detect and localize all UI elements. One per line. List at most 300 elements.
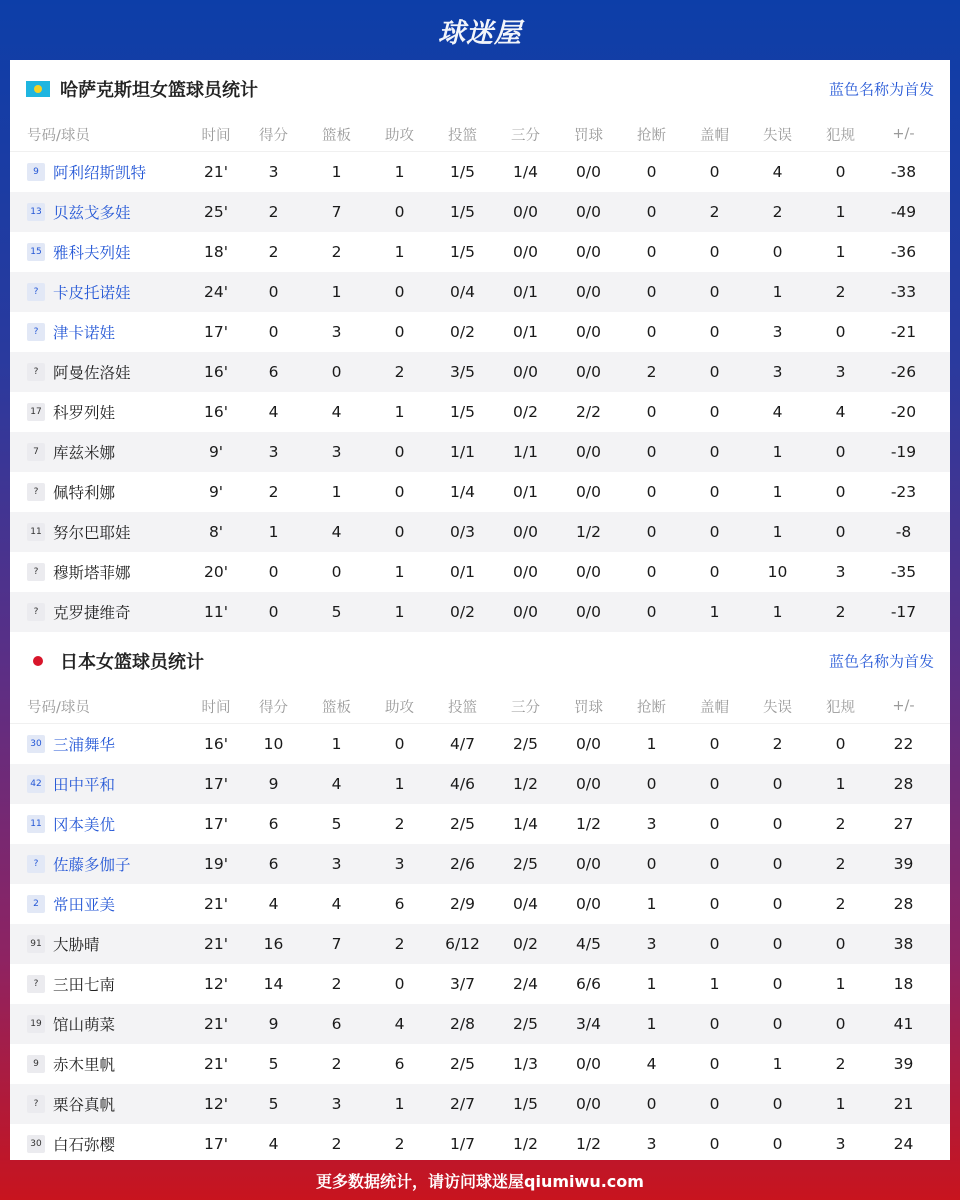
- stat-cell: 2/4: [513, 975, 538, 993]
- player-cell: [10, 1093, 190, 1115]
- stat-cell: 4: [331, 775, 342, 793]
- stat-cell: 0: [709, 1095, 720, 1113]
- japan-flag-icon: [26, 653, 50, 669]
- stat-cell: 8': [208, 523, 224, 541]
- stat-cell: 2: [331, 1135, 342, 1153]
- stat-cell: 1/2: [576, 523, 601, 541]
- table-row: [10, 152, 950, 192]
- stat-cell: 6: [394, 1055, 405, 1073]
- stat-cell: 0: [331, 363, 342, 381]
- stat-cell: -20: [890, 403, 917, 421]
- table-row: [10, 1084, 950, 1124]
- stat-cell: 0: [709, 323, 720, 341]
- team-section: [10, 632, 950, 1164]
- stat-cell: 5: [331, 603, 342, 621]
- stat-cell: 0/1: [513, 323, 538, 341]
- stat-cell: 0: [709, 563, 720, 581]
- stat-cell: 0/4: [513, 895, 538, 913]
- player-cell: [10, 973, 190, 995]
- player-name: 克罗捷维奇: [53, 604, 131, 622]
- stat-cell: 1: [772, 483, 783, 501]
- column-header: 抢断: [637, 699, 666, 716]
- stat-cell: 0/2: [450, 323, 475, 341]
- stat-cell: 9': [208, 483, 224, 501]
- top-bar: [0, 0, 960, 60]
- stat-cell: 0: [709, 243, 720, 261]
- column-header: 得分: [259, 127, 288, 144]
- stat-cell: 0/0: [576, 163, 601, 181]
- stat-cell: 5: [331, 815, 342, 833]
- stat-cell: 0/0: [513, 243, 538, 261]
- stat-cell: 0: [772, 1095, 783, 1113]
- stat-cell: 28: [893, 895, 914, 913]
- stat-cell: 3/5: [450, 363, 475, 381]
- stat-cell: 0/1: [513, 283, 538, 301]
- column-header: 号码/球员: [27, 699, 90, 716]
- stat-cell: 0: [646, 443, 657, 461]
- starter-note: 蓝色名称为首发: [828, 80, 934, 98]
- stat-cell: 2/6: [450, 855, 475, 873]
- stat-cell: 0/2: [513, 403, 538, 421]
- jersey-number: 2: [27, 895, 45, 913]
- stat-cell: 1: [835, 1095, 846, 1113]
- stat-cell: 0: [268, 603, 279, 621]
- player-cell: [10, 281, 190, 303]
- stat-cell: 1: [772, 1055, 783, 1073]
- stat-cell: 3: [835, 1135, 846, 1153]
- stat-cell: 2: [835, 895, 846, 913]
- stat-cell: 3: [331, 855, 342, 873]
- stat-cell: 0/0: [576, 1055, 601, 1073]
- stat-cell: 3: [835, 563, 846, 581]
- table-row: [10, 964, 950, 1004]
- jersey-number: 17: [27, 403, 45, 421]
- stat-cell: 24: [893, 1135, 914, 1153]
- jersey-number: 9: [27, 1055, 45, 1073]
- stat-cell: 1: [331, 163, 342, 181]
- stat-cell: 4: [772, 163, 783, 181]
- stat-cell: 2: [835, 855, 846, 873]
- stat-cell: 1: [394, 563, 405, 581]
- table-row: [10, 432, 950, 472]
- stat-cell: 0: [709, 283, 720, 301]
- player-cell: [10, 161, 190, 183]
- stat-cell: 1/5: [450, 403, 475, 421]
- player-name: 阿利绍斯凯特: [53, 164, 147, 182]
- team-header: [10, 632, 950, 689]
- teams-container: [10, 60, 950, 1164]
- stat-cell: 24': [204, 283, 228, 301]
- stat-cell: 0/0: [576, 483, 601, 501]
- column-header: 投篮: [448, 127, 477, 144]
- stat-cell: -23: [890, 483, 917, 501]
- jersey-number: 15: [27, 243, 45, 261]
- table-row: [10, 1044, 950, 1084]
- player-name: 雅科夫列娃: [53, 244, 131, 262]
- stat-cell: 0: [394, 735, 405, 753]
- column-header: 投篮: [448, 699, 477, 716]
- player-name: 大胁晴: [53, 936, 100, 954]
- stat-cell: 21': [204, 935, 228, 953]
- stat-cell: 0: [772, 895, 783, 913]
- column-header: 得分: [259, 699, 288, 716]
- stat-cell: 2: [268, 203, 279, 221]
- jersey-number: 11: [27, 815, 45, 833]
- table-row: [10, 392, 950, 432]
- stat-cell: 6: [331, 1015, 342, 1033]
- stat-cell: 0: [394, 483, 405, 501]
- stat-cell: 0: [772, 935, 783, 953]
- player-name: 卡皮托诺娃: [53, 284, 131, 302]
- stat-cell: 0: [709, 775, 720, 793]
- stat-cell: 0/0: [576, 203, 601, 221]
- stat-cell: 2/5: [513, 1015, 538, 1033]
- stat-cell: 3: [772, 323, 783, 341]
- stat-cell: 1: [646, 1015, 657, 1033]
- stat-cell: 0: [709, 1055, 720, 1073]
- stat-cell: 2/5: [513, 855, 538, 873]
- player-cell: [10, 321, 190, 343]
- jersey-number: ?: [27, 603, 45, 621]
- stat-cell: 0: [835, 483, 846, 501]
- stat-cell: 27: [893, 815, 914, 833]
- stat-cell: 1/2: [576, 815, 601, 833]
- stat-cell: 2: [268, 243, 279, 261]
- player-cell: [10, 853, 190, 875]
- column-header: 篮板: [322, 127, 351, 144]
- stat-cell: 2: [394, 935, 405, 953]
- stat-cell: 2: [394, 1135, 405, 1153]
- stat-cell: 0/0: [576, 1095, 601, 1113]
- stat-cell: 0: [835, 735, 846, 753]
- stat-cell: 0: [394, 975, 405, 993]
- stat-cell: 3: [394, 855, 405, 873]
- player-name: 贝兹戈多娃: [53, 204, 131, 222]
- stat-cell: 2: [709, 203, 720, 221]
- stat-cell: 0: [772, 1015, 783, 1033]
- stat-cell: 0: [646, 483, 657, 501]
- column-header: 失误: [763, 127, 792, 144]
- stat-cell: 0: [394, 283, 405, 301]
- stat-cell: 4/6: [450, 775, 475, 793]
- player-cell: [10, 933, 190, 955]
- stat-cell: 17': [204, 815, 228, 833]
- player-name: 白石弥樱: [53, 1136, 116, 1154]
- stat-cell: 0: [709, 1135, 720, 1153]
- stat-cell: 2: [835, 283, 846, 301]
- stat-cell: 3: [646, 935, 657, 953]
- stat-cell: 0: [646, 163, 657, 181]
- stat-cell: 0: [646, 523, 657, 541]
- table-row: [10, 884, 950, 924]
- stat-cell: -26: [890, 363, 917, 381]
- stat-cell: 0: [709, 483, 720, 501]
- jersey-number: 19: [27, 1015, 45, 1033]
- player-name: 阿曼佐洛娃: [53, 364, 131, 382]
- stat-cell: 0/1: [450, 563, 475, 581]
- player-name: 佐藤多伽子: [53, 856, 131, 874]
- stat-cell: 0: [331, 563, 342, 581]
- stat-cell: 4: [331, 403, 342, 421]
- table-row: [10, 552, 950, 592]
- stat-cell: 1/7: [450, 1135, 475, 1153]
- stat-cell: 18: [893, 975, 914, 993]
- stat-cell: 1: [772, 443, 783, 461]
- column-header: 盖帽: [700, 127, 729, 144]
- stat-cell: 4: [394, 1015, 405, 1033]
- stat-cell: 0: [268, 323, 279, 341]
- stat-cell: 0/0: [576, 855, 601, 873]
- column-header: +/-: [892, 698, 915, 714]
- stat-cell: 1: [331, 735, 342, 753]
- stat-cell: 0: [835, 523, 846, 541]
- stat-cell: 0/0: [576, 283, 601, 301]
- player-name: 佩特利娜: [53, 484, 116, 502]
- stat-cell: 0: [835, 1015, 846, 1033]
- player-name: 穆斯塔菲娜: [53, 564, 131, 582]
- stat-cell: 21': [204, 895, 228, 913]
- column-header: 号码/球员: [27, 127, 90, 144]
- player-cell: [10, 733, 190, 755]
- stat-cell: 21': [204, 163, 228, 181]
- stat-cell: 39: [893, 855, 914, 873]
- stat-cell: 0/0: [576, 735, 601, 753]
- column-header: 罚球: [574, 699, 603, 716]
- stat-cell: 0/0: [513, 203, 538, 221]
- stat-cell: 0: [709, 163, 720, 181]
- stat-cell: 0: [835, 323, 846, 341]
- stat-cell: 41: [893, 1015, 914, 1033]
- stat-cell: 21': [204, 1055, 228, 1073]
- stat-cell: 20': [204, 563, 228, 581]
- team-title: 哈萨克斯坦女篮球员统计: [60, 79, 258, 101]
- stat-cell: 3/4: [576, 1015, 601, 1033]
- column-header-row: [10, 689, 950, 724]
- stat-cell: 3: [331, 443, 342, 461]
- site-logo: 球迷屋: [438, 17, 522, 49]
- stat-cell: 1: [772, 603, 783, 621]
- stat-cell: 1: [835, 975, 846, 993]
- player-name: 库兹米娜: [53, 444, 116, 462]
- stat-cell: 0: [772, 775, 783, 793]
- stat-cell: 2: [331, 243, 342, 261]
- stat-cell: 0: [835, 443, 846, 461]
- player-name: 田中平和: [53, 776, 116, 794]
- player-cell: [10, 1053, 190, 1075]
- column-header: 三分: [511, 127, 540, 144]
- stat-cell: 0/2: [513, 935, 538, 953]
- stat-cell: 25': [204, 203, 228, 221]
- stat-cell: 19': [204, 855, 228, 873]
- jersey-number: ?: [27, 1095, 45, 1113]
- stat-cell: 4: [268, 1135, 279, 1153]
- stat-cell: 1: [394, 403, 405, 421]
- stat-cell: 1: [394, 775, 405, 793]
- stat-cell: 16': [204, 403, 228, 421]
- player-cell: [10, 241, 190, 263]
- stat-cell: 1: [394, 243, 405, 261]
- jersey-number: 11: [27, 523, 45, 541]
- stat-cell: -35: [890, 563, 917, 581]
- player-name: 常田亚美: [53, 896, 116, 914]
- stat-cell: 1/5: [450, 203, 475, 221]
- stat-cell: -33: [890, 283, 917, 301]
- stat-cell: 0: [772, 975, 783, 993]
- stat-cell: 2/7: [450, 1095, 475, 1113]
- table-row: [10, 192, 950, 232]
- table-row: [10, 352, 950, 392]
- jersey-number: ?: [27, 563, 45, 581]
- stat-cell: 11': [204, 603, 228, 621]
- table-row: [10, 1124, 950, 1164]
- stat-cell: 0/0: [576, 895, 601, 913]
- stat-cell: 18': [204, 243, 228, 261]
- player-cell: [10, 521, 190, 543]
- stat-cell: -49: [890, 203, 917, 221]
- stat-cell: 16: [263, 935, 284, 953]
- stat-cell: 2: [772, 203, 783, 221]
- stat-cell: 17': [204, 775, 228, 793]
- stat-cell: 5: [268, 1055, 279, 1073]
- stat-cell: 0/0: [576, 443, 601, 461]
- stat-cell: 0: [709, 403, 720, 421]
- jersey-number: ?: [27, 483, 45, 501]
- stat-cell: 1: [835, 775, 846, 793]
- stat-cell: 1/4: [513, 163, 538, 181]
- stat-cell: 3: [331, 1095, 342, 1113]
- table-row: [10, 724, 950, 764]
- stat-cell: 16': [204, 735, 228, 753]
- stat-cell: 1/1: [513, 443, 538, 461]
- team-header: [10, 60, 950, 117]
- stat-cell: -38: [890, 163, 917, 181]
- table-row: [10, 1004, 950, 1044]
- stat-cell: 0: [394, 203, 405, 221]
- stat-cell: 2: [772, 735, 783, 753]
- player-name: 努尔巴耶娃: [53, 524, 131, 542]
- stat-cell: 0: [394, 523, 405, 541]
- column-header: 三分: [511, 699, 540, 716]
- stat-cell: 3: [646, 815, 657, 833]
- stat-cell: 0: [394, 323, 405, 341]
- stat-cell: 1: [772, 283, 783, 301]
- stat-cell: 14: [263, 975, 284, 993]
- stat-cell: 4: [331, 523, 342, 541]
- table-row: [10, 804, 950, 844]
- stat-cell: 0/0: [513, 603, 538, 621]
- stat-cell: 5: [268, 1095, 279, 1113]
- stat-cell: 3: [268, 163, 279, 181]
- stat-cell: 1: [331, 283, 342, 301]
- column-header: 助攻: [385, 127, 414, 144]
- table-row: [10, 592, 950, 632]
- stat-cell: 0/3: [450, 523, 475, 541]
- stat-cell: 0: [835, 163, 846, 181]
- column-header: 犯规: [826, 699, 855, 716]
- column-header: 失误: [763, 699, 792, 716]
- stat-cell: 0/0: [576, 775, 601, 793]
- stat-cell: 0: [646, 323, 657, 341]
- jersey-number: ?: [27, 283, 45, 301]
- stat-cell: 7: [331, 935, 342, 953]
- stat-cell: 0: [646, 243, 657, 261]
- stat-cell: 2: [835, 1055, 846, 1073]
- column-header: 盖帽: [700, 699, 729, 716]
- stat-cell: 2: [394, 815, 405, 833]
- stat-cell: 6: [394, 895, 405, 913]
- stat-cell: 1: [646, 735, 657, 753]
- stat-cell: 1: [331, 483, 342, 501]
- stat-cell: 0/0: [576, 563, 601, 581]
- table-row: [10, 312, 950, 352]
- stat-cell: 2/5: [513, 735, 538, 753]
- stat-cell: 1/5: [450, 163, 475, 181]
- column-header: 篮板: [322, 699, 351, 716]
- stat-cell: 9: [268, 1015, 279, 1033]
- stat-cell: 6: [268, 815, 279, 833]
- stat-cell: -19: [890, 443, 917, 461]
- stat-cell: 1: [394, 163, 405, 181]
- stat-cell: 10: [263, 735, 284, 753]
- column-header: 时间: [201, 699, 231, 716]
- player-cell: [10, 601, 190, 623]
- stat-cell: 12': [204, 975, 228, 993]
- stat-cell: 0: [709, 735, 720, 753]
- stat-cell: 6/12: [445, 935, 480, 953]
- player-name: 津卡诺娃: [53, 324, 116, 342]
- team-title: 日本女篮球员统计: [60, 651, 204, 673]
- stat-cell: 0: [646, 1095, 657, 1113]
- stat-cell: 0: [646, 855, 657, 873]
- stat-cell: 1/5: [450, 243, 475, 261]
- stat-cell: 0/2: [450, 603, 475, 621]
- jersey-number: 30: [27, 1135, 45, 1153]
- player-name: 赤木里帆: [53, 1056, 116, 1074]
- stat-cell: 2: [331, 975, 342, 993]
- column-header: 罚球: [574, 127, 603, 144]
- stat-cell: 0/0: [576, 603, 601, 621]
- player-cell: [10, 201, 190, 223]
- table-row: [10, 512, 950, 552]
- player-cell: [10, 893, 190, 915]
- stat-cell: 2/5: [450, 1055, 475, 1073]
- stat-cell: 2: [835, 603, 846, 621]
- stat-cell: 10: [767, 563, 788, 581]
- stat-cell: 0/0: [513, 523, 538, 541]
- stat-cell: 4: [646, 1055, 657, 1073]
- player-name: 三浦舞华: [53, 736, 116, 754]
- stat-cell: 3: [835, 363, 846, 381]
- stat-cell: 1/4: [513, 815, 538, 833]
- player-cell: [10, 441, 190, 463]
- player-name: 冈本美优: [53, 816, 116, 834]
- footer-banner: 更多数据统计，请访问球迷屋qiumiwu.com: [316, 1171, 644, 1191]
- stat-cell: 3: [646, 1135, 657, 1153]
- player-cell: [10, 1133, 190, 1155]
- player-cell: [10, 813, 190, 835]
- player-cell: [10, 773, 190, 795]
- stat-cell: -17: [890, 603, 917, 621]
- stat-cell: 4: [835, 403, 846, 421]
- stat-cell: 4: [268, 403, 279, 421]
- jersey-number: 9: [27, 163, 45, 181]
- stat-cell: 6: [268, 855, 279, 873]
- stat-cell: 0: [646, 603, 657, 621]
- stat-cell: 0: [646, 403, 657, 421]
- stat-cell: 0: [709, 1015, 720, 1033]
- stat-cell: 0: [646, 775, 657, 793]
- player-cell: [10, 401, 190, 423]
